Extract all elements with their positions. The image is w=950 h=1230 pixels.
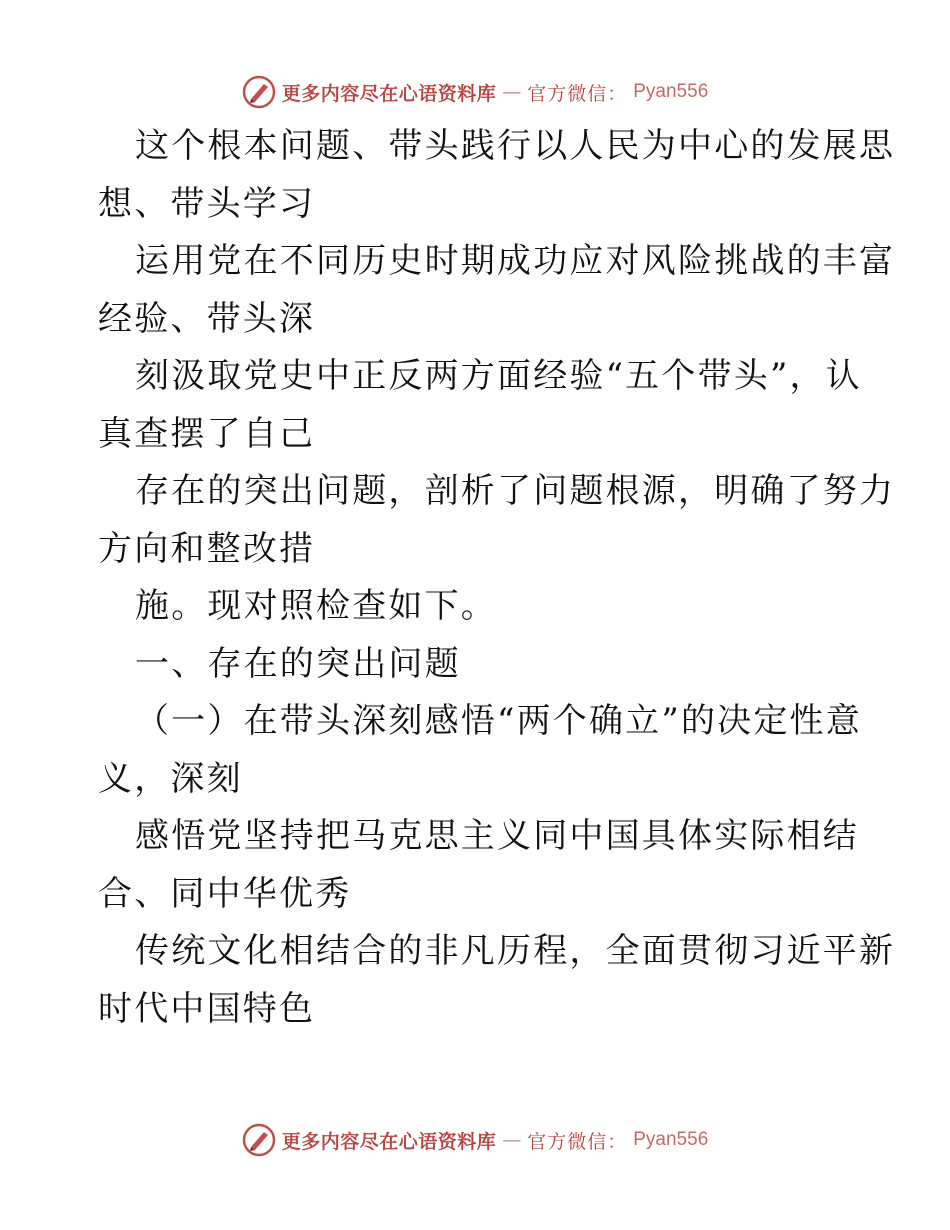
body-text-line: 刻汲取党史中正反两方面经验“五个带头”，认	[135, 356, 862, 396]
footer-official-label: 官方微信：	[527, 1130, 628, 1153]
header-wechat-id: Pyan556	[633, 81, 709, 102]
footer-dash: —	[502, 1129, 522, 1151]
body-text-line: 传统文化相结合的非凡历程，全面贯彻习近平新	[135, 931, 896, 971]
header-watermark	[0, 72, 950, 112]
header-watermark-text: 更多内容尽在心语资料库	[281, 82, 497, 105]
document-body	[98, 118, 896, 1038]
body-text-line: 想、带头学习	[98, 183, 316, 224]
footer-watermark-text: 更多内容尽在心语资料库	[281, 1130, 497, 1153]
body-text-line: 义，深刻	[98, 758, 243, 799]
header-official-label: 官方微信：	[527, 82, 628, 105]
body-text-line: （一）在带头深刻感悟“两个确立”的决定性意	[135, 701, 862, 741]
body-text-line: 施。现对照检查如下。	[135, 586, 497, 626]
footer-watermark	[0, 1120, 950, 1160]
body-text-line: 感悟党坚持把马克思主义同中国具体实际相结	[135, 816, 859, 856]
body-text-line: 合、同中华优秀	[98, 873, 352, 914]
header-dash: —	[502, 81, 522, 103]
body-text-line: 时代中国特色	[98, 988, 316, 1029]
pen-logo-icon	[242, 1123, 276, 1157]
body-text-line: 运用党在不同历史时期成功应对风险挑战的丰富	[135, 241, 896, 281]
pen-logo-icon	[242, 75, 276, 109]
body-text-line: 一、存在的突出问题	[135, 643, 461, 684]
body-text-line: 这个根本问题、带头践行以人民为中心的发展思	[135, 126, 896, 166]
footer-wechat-id: Pyan556	[633, 1129, 709, 1150]
body-text-line: 存在的突出问题，剖析了问题根源，明确了努力	[135, 471, 896, 511]
body-text-line: 真查摆了自己	[98, 413, 316, 454]
body-text-line: 经验、带头深	[98, 298, 316, 339]
body-text-line: 方向和整改措	[98, 528, 316, 569]
